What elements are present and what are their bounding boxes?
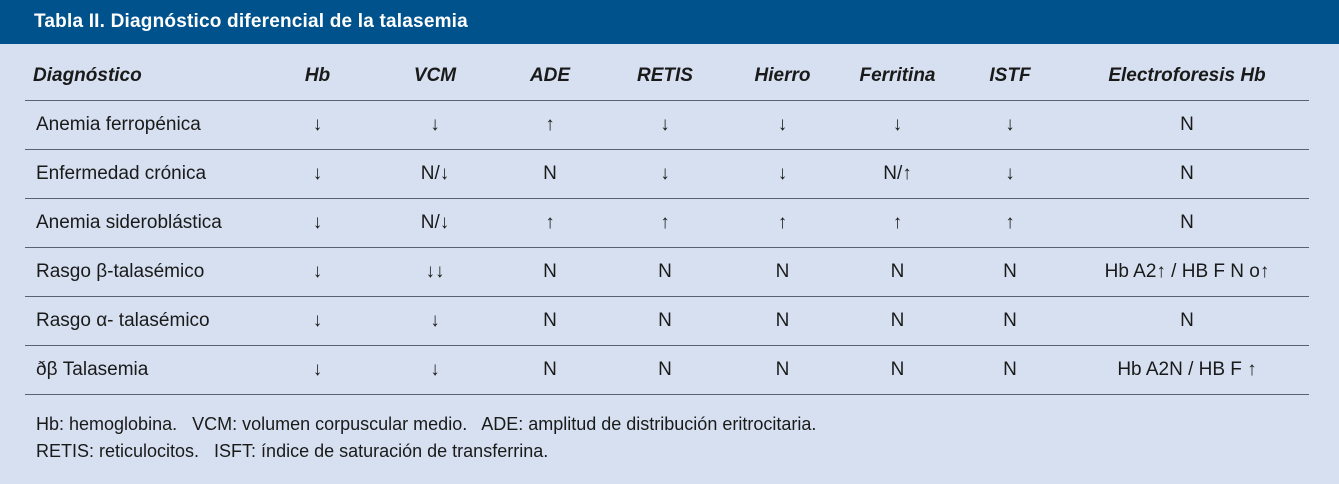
table-cell: N	[955, 297, 1065, 346]
table-footnotes	[36, 411, 816, 465]
table-cell: ↑	[605, 199, 725, 248]
column-header: Diagnóstico	[25, 52, 260, 101]
table-cell: N	[840, 248, 955, 297]
table-cell: ↓	[260, 297, 375, 346]
column-header: Hierro	[725, 52, 840, 101]
column-header: Electroforesis Hb	[1065, 52, 1309, 101]
table-cell: ↑	[495, 101, 605, 150]
footnote-line: Hb: hemoglobina. VCM: volumen corpuscular medio. ADE: amplitud de distribución eritrocitaria.	[36, 414, 817, 434]
table-row	[25, 346, 1309, 395]
table-cell: ↓	[725, 150, 840, 199]
table-cell: ↓	[605, 150, 725, 199]
table-cell: N	[1065, 199, 1309, 248]
column-header: ISTF	[955, 52, 1065, 101]
row-label: Enfermedad crónica	[25, 150, 260, 199]
footnote-line: RETIS: reticulocitos. ISFT: índice de saturación de transferrina.	[36, 441, 549, 461]
table-cell: N/↓	[375, 199, 495, 248]
table-cell: ↑	[840, 199, 955, 248]
column-header: ADE	[495, 52, 605, 101]
table-cell: ↓	[260, 346, 375, 395]
table-cell: N	[495, 248, 605, 297]
table-cell: ↓	[725, 101, 840, 150]
row-label: Rasgo α- talasémico	[25, 297, 260, 346]
table-cell: N	[725, 297, 840, 346]
table-cell: ↓	[955, 150, 1065, 199]
table-row	[25, 150, 1309, 199]
table-cell: N	[1065, 297, 1309, 346]
table-cell: ↓	[375, 101, 495, 150]
table-cell: Hb A2N / HB F ↑	[1065, 346, 1309, 395]
table-cell: N/↑	[840, 150, 955, 199]
table-cell: ↑	[955, 199, 1065, 248]
table-cell: ↓	[605, 101, 725, 150]
table-cell: N	[840, 297, 955, 346]
table-cell: ↓	[375, 297, 495, 346]
table-cell: ↑	[495, 199, 605, 248]
table-cell: N/↓	[375, 150, 495, 199]
table-cell: ↓	[260, 101, 375, 150]
table-cell: N	[955, 248, 1065, 297]
table-cell: N	[605, 346, 725, 395]
table-cell: N	[725, 346, 840, 395]
table-cell: ↓	[840, 101, 955, 150]
table-cell: ↓	[375, 346, 495, 395]
differential-diagnosis-table	[25, 52, 1309, 395]
table-container	[25, 52, 1309, 395]
table-cell: ↓	[260, 248, 375, 297]
table-cell: N	[1065, 150, 1309, 199]
table-row	[25, 248, 1309, 297]
column-header: RETIS	[605, 52, 725, 101]
table-title: Tabla II. Diagnóstico diferencial de la talasemia	[34, 11, 468, 32]
table-cell: ↓	[260, 150, 375, 199]
table-row	[25, 199, 1309, 248]
table-cell: Hb A2↑ / HB F N o↑	[1065, 248, 1309, 297]
table-cell: ↓	[260, 199, 375, 248]
row-label: Rasgo β-talasémico	[25, 248, 260, 297]
column-header: VCM	[375, 52, 495, 101]
table-cell: N	[495, 346, 605, 395]
table-header-row	[25, 52, 1309, 101]
table-title-bar	[0, 0, 1339, 44]
table-cell: N	[955, 346, 1065, 395]
table-cell: ↑	[725, 199, 840, 248]
table-cell: N	[605, 297, 725, 346]
table-cell: N	[725, 248, 840, 297]
table-cell: N	[605, 248, 725, 297]
table-row	[25, 101, 1309, 150]
table-cell: N	[495, 150, 605, 199]
table-cell: N	[840, 346, 955, 395]
row-label: Anemia ferropénica	[25, 101, 260, 150]
table-cell: ↓	[955, 101, 1065, 150]
column-header: Ferritina	[840, 52, 955, 101]
table-cell: ↓↓	[375, 248, 495, 297]
table-cell: N	[495, 297, 605, 346]
table-row	[25, 297, 1309, 346]
column-header: Hb	[260, 52, 375, 101]
table-cell: N	[1065, 101, 1309, 150]
row-label: Anemia sideroblástica	[25, 199, 260, 248]
row-label: ðβ Talasemia	[25, 346, 260, 395]
